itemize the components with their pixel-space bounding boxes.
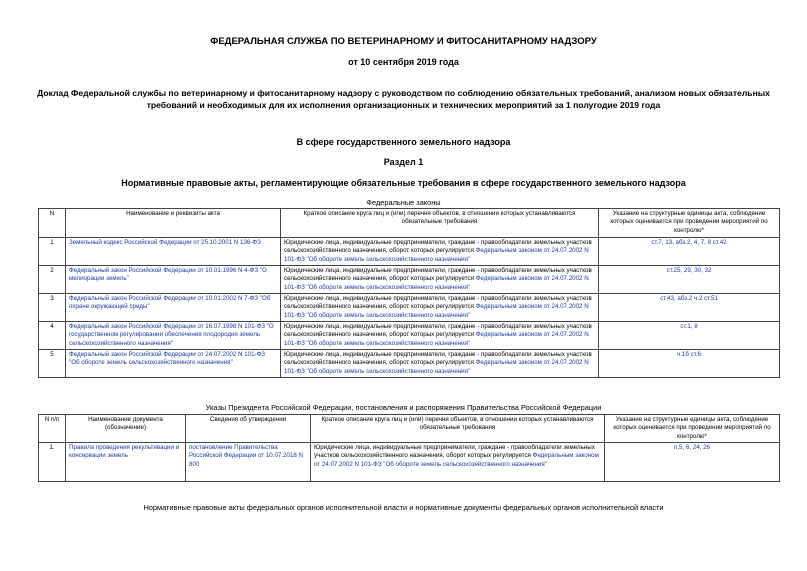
- col-header-units: Указание на структурные единицы акта, соблюдение которых оценивается при проведении мероприятий по контролю*: [605, 415, 780, 443]
- document-name-link[interactable]: Правила проведения рекультивации и консервации земель: [66, 443, 186, 482]
- desc-link[interactable]: Федеральным законом от 24.07.2002 N 101-ФЗ "Об обороте земель сельскохозяйственного назначения": [284, 275, 589, 291]
- federal-laws-caption: Федеральные законы: [366, 198, 441, 207]
- units-link[interactable]: ст.7, 13, абз.2, 4, 7, 8 ст.42: [599, 238, 780, 266]
- table-row: [39, 322, 780, 350]
- col-header-name: Наименование и реквизиты акта: [66, 209, 281, 238]
- table-row: [39, 294, 780, 322]
- decrees-table: [38, 414, 780, 482]
- table-row: [39, 238, 780, 266]
- table-row: [39, 443, 780, 482]
- row-num: 1.: [39, 443, 66, 482]
- row-desc: [281, 350, 599, 378]
- table-row: [39, 350, 780, 378]
- footer-caption: Нормативные правовые акты федеральных органов исполнительной власти и нормативные документы федеральных органов исполнительной власти: [143, 503, 664, 512]
- desc-text: Юридические лица, индивидуальные предприниматели, граждане - правообладатели земельных участков сельскохозяйственного назначения, оборот которых регулируется: [284, 267, 592, 283]
- act-name-link[interactable]: Федеральный закон Российской Федерации от 24.07.2002 N 101-ФЗ "Об обороте земель сельскохозяйственного назначения": [66, 350, 281, 378]
- act-name-link[interactable]: Земельный кодекс Российской Федерации от 25.10.2001 N 136-ФЗ: [66, 238, 281, 266]
- row-desc: [281, 322, 599, 350]
- units-link[interactable]: ст.43, абз.2 ч.2 ст.51: [599, 294, 780, 322]
- sphere-heading: В сфере государственного земельного надзора: [296, 137, 511, 147]
- desc-link[interactable]: Федеральным законом от 24.07.2002 N 101-ФЗ "Об обороте земель сельскохозяйственного назначения": [314, 452, 599, 468]
- desc-text: Юридические лица, индивидуальные предприниматели, граждане - правообладатели земельных участков сельскохозяйственного назначения, оборот которых регулируется: [284, 323, 592, 339]
- row-num: 1: [39, 238, 66, 266]
- row-num: 3: [39, 294, 66, 322]
- units-link[interactable]: ч.1б ст.6: [599, 350, 780, 378]
- approval-link[interactable]: постановление Правительства Российской Федерации от 10.07.2018 N 800: [186, 443, 311, 482]
- act-name-link[interactable]: Федеральный закон Российской Федерации от 16.07.1998 N 101-ФЗ "О государственном регулировании обеспечения плодородия земель сельскохозяйственного назначения": [66, 322, 281, 350]
- row-desc: [281, 238, 599, 266]
- row-desc: [281, 294, 599, 322]
- units-link[interactable]: ст.25, 29, 30, 32: [599, 266, 780, 294]
- desc-text: Юридические лица, индивидуальные предприниматели, граждане - правообладатели земельных участков сельскохозяйственного назначения, оборот которых регулируется: [314, 444, 595, 460]
- act-name-link[interactable]: Федеральный закон Российской Федерации от 10.01.1996 N 4-ФЗ "О мелиорации земель": [66, 266, 281, 294]
- desc-link[interactable]: Федеральным законом от 24.07.2002 N 101-ФЗ "Об обороте земель сельскохозяйственного назначения": [284, 331, 589, 347]
- units-link[interactable]: п.5, 6, 24, 26: [605, 443, 780, 482]
- col-header-num: N: [39, 209, 66, 238]
- col-header-approval: Сведения об утверждении: [186, 415, 311, 443]
- npa-heading: Нормативные правовые акты, регламентирующие обязательные требования в сфере государственного земельного надзора: [121, 178, 686, 188]
- desc-link[interactable]: Федеральным законом от 24.07.2002 N 101-ФЗ "Об обороте земель сельскохозяйственного назначения": [284, 303, 589, 319]
- row-desc: [311, 443, 605, 482]
- col-header-desc: Краткое описание круга лиц и (или) перечня объектов, в отношении которых устанавливаются обязательные требования: [311, 415, 605, 443]
- col-header-name: Наименование документа (обозначение): [66, 415, 186, 443]
- report-title: Доклад Федеральной службы по ветеринарному и фитосанитарному надзору с руководством по соблюдению обязательных требований, анализом новых обязательных требований и необходимых для их исполнения организационных и технических мероприятий за 1 полугодие 2019 года: [37, 88, 770, 110]
- agency-title: ФЕДЕРАЛЬНАЯ СЛУЖБА ПО ВЕТЕРИНАРНОМУ И ФИТОСАНИТАРНОМУ НАДЗОРУ: [210, 36, 597, 47]
- row-num: 5: [39, 350, 66, 378]
- row-num: 2: [39, 266, 66, 294]
- table-header-row: [39, 415, 780, 443]
- row-desc: [281, 266, 599, 294]
- act-name-link[interactable]: Федеральный закон Российской Федерации от 10.01.2002 N 7-ФЗ "Об охране окружающей среды": [66, 294, 281, 322]
- col-header-num: N п/п: [39, 415, 66, 443]
- col-header-desc: Краткое описание круга лиц и (или) перечня объектов, в отношении которых устанавливаются обязательные требования: [281, 209, 599, 238]
- desc-text: Юридические лица, индивидуальные предприниматели, граждане - правообладатели земельных участков сельскохозяйственного назначения, оборот которых регулируется: [284, 239, 592, 255]
- units-link[interactable]: ст.1, 8: [599, 322, 780, 350]
- document-date: от 10 сентября 2019 года: [348, 57, 459, 67]
- table-header-row: [39, 209, 780, 238]
- desc-text: Юридические лица, индивидуальные предприниматели, граждане - правообладатели земельных участков сельскохозяйственного назначения, оборот которых регулируется: [284, 351, 592, 367]
- decrees-caption: Указы Президента Российской Федерации, постановления и распоряжения Правительства Российской Федерации: [205, 403, 602, 412]
- federal-laws-table: [38, 208, 780, 378]
- desc-text: Юридические лица, индивидуальные предприниматели, граждане - правообладатели земельных участков сельскохозяйственного назначения, оборот которых регулируется: [284, 295, 592, 311]
- desc-link[interactable]: Федеральным законом от 24.07.2002 N 101-ФЗ "Об обороте земель сельскохозяйственного назначения": [284, 247, 589, 263]
- col-header-units: Указание на структурные единицы акта, соблюдение которых оценивается при проведении мероприятий по контролю*: [599, 209, 780, 238]
- desc-link[interactable]: Федеральным законом от 24.07.2002 N 101-ФЗ "Об обороте земель сельскохозяйственного назначения": [284, 359, 589, 375]
- section-heading: Раздел 1: [383, 157, 424, 167]
- table-row: [39, 266, 780, 294]
- row-num: 4: [39, 322, 66, 350]
